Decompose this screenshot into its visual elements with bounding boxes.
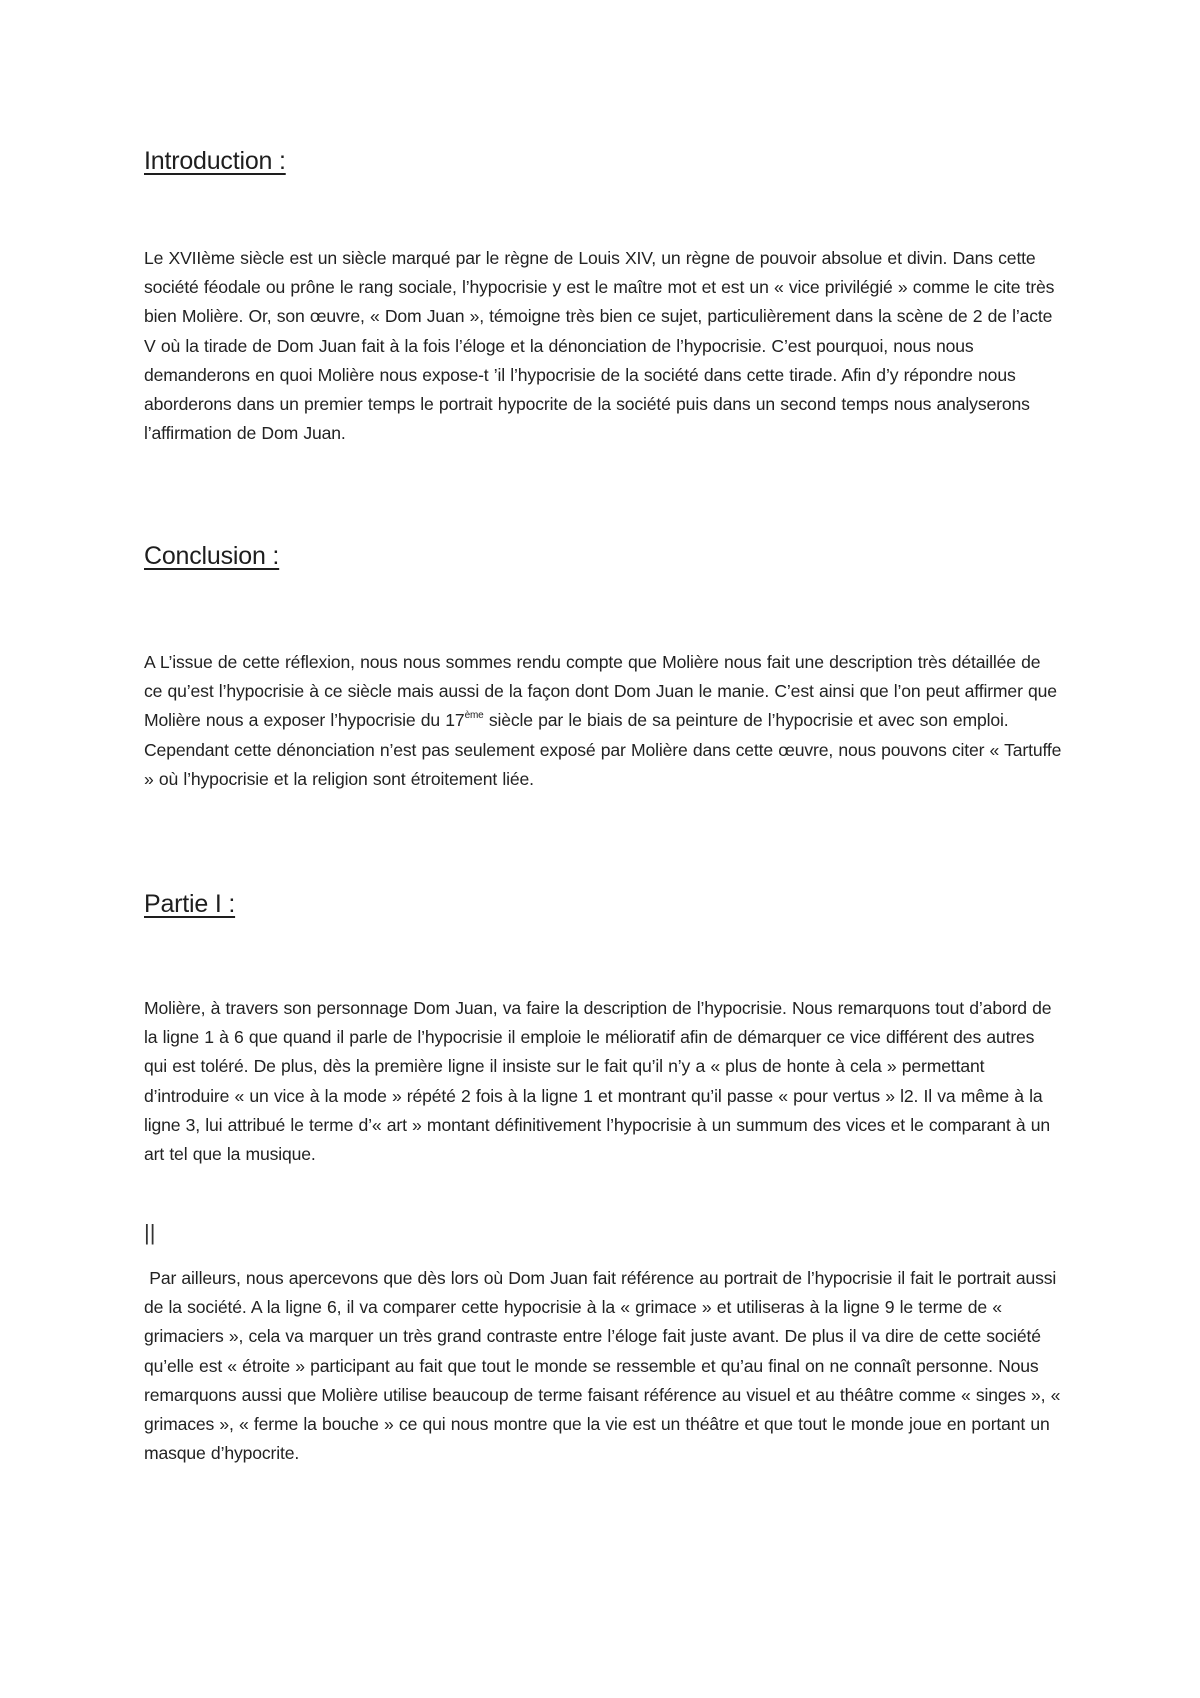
introduction-heading: Introduction : bbox=[144, 147, 286, 175]
partie1-heading: Partie I : bbox=[144, 890, 236, 918]
introduction-paragraph: Le XVIIème siècle est un siècle marqué par le règne de Louis XIV, un règne de pouvoir absolue et divin. Dans cette société féodale ou prône le rang sociale, l’hypocrisie y est le maître mot et est un « vice privilégié » comme le cite très bien Molière. Or, son œuvre, « Dom Juan », témoigne très bien ce sujet, particulièrement dans la scène de 2 de l’acte V où la tirade de Dom Juan fait à la fois l’éloge et la dénonciation de l’hypocrisie. C’est pourquoi, nous nous demanderons en quoi Molière nous expose-t ’il l’hypocrisie de la société dans cette tirade. Afin d’y répondre nous aborderons dans un premier temps le portrait hypocrite de la société puis dans un second temps nous analyserons l’affirmation de Dom Juan. bbox=[144, 248, 1055, 444]
conclusion-text-start: A L’issue de cette réflexion, nous nous sommes rendu compte que Molière nous fait une description très détaillée de ce qu’est l’hypocrisie à ce siècle mais aussi de la façon dont Dom Juan le manie. C’est ainsi que l’on peut affirmer que Molière nous a exposer l’hypocrisie du 17 bbox=[144, 652, 1057, 731]
conclusion-text-end: siècle par le biais de sa peinture de l’hypocrisie et avec son emploi. Cependant cette dénonciation n’est pas seulement exposé par Molière dans cette œuvre, nous pouvons citer « Tartuffe » où l’hypocrisie et la religion sont étroitement liée. bbox=[144, 710, 1062, 789]
conclusion-heading: Conclusion : bbox=[144, 542, 280, 570]
section-marker: || bbox=[144, 1220, 156, 1245]
conclusion-paragraph bbox=[144, 648, 1062, 794]
ordinal-superscript: ème bbox=[464, 710, 484, 722]
partie1-paragraph-1: Molière, à travers son personnage Dom Juan, va faire la description de l’hypocrisie. Nous remarquons tout d’abord de la ligne 1 à 6 que quand il parle de l’hypocrisie il emploie le mélioratif afin de démarquer ce vice différent des autres qui est toléré. De plus, dès la première ligne il insiste sur le fait qu’il n’y a « plus de honte à cela » permettant d’introduire « un vice à la mode » répété 2 fois à la ligne 1 et montrant qu’il passe « pour vertus » l2. Il va même à la ligne 3, lui attribué le terme d’« art » montant définitivement l’hypocrisie à un summum des vices et le comparant à un art tel que la musique. bbox=[144, 998, 1052, 1165]
partie1-paragraph-2: Par ailleurs, nous apercevons que dès lors où Dom Juan fait référence au portrait de l’hypocrisie il fait le portrait aussi de la société. A la ligne 6, il va comparer cette hypocrisie à la « grimace » et utiliseras à la ligne 9 le terme de « grimaciers », cela va marquer un très grand contraste entre l’éloge fait juste avant. De plus il va dire de cette société qu’elle est « étroite » participant au fait que tout le monde se ressemble et qu’au final on ne connaît personne. Nous remarquons aussi que Molière utilise beaucoup de terme faisant référence au visuel et au théâtre comme « singes », « grimaces », « ferme la bouche » ce qui nous montre que la vie est un théâtre et que tout le monde joue en portant un masque d’hypocrite. bbox=[144, 1268, 1066, 1464]
